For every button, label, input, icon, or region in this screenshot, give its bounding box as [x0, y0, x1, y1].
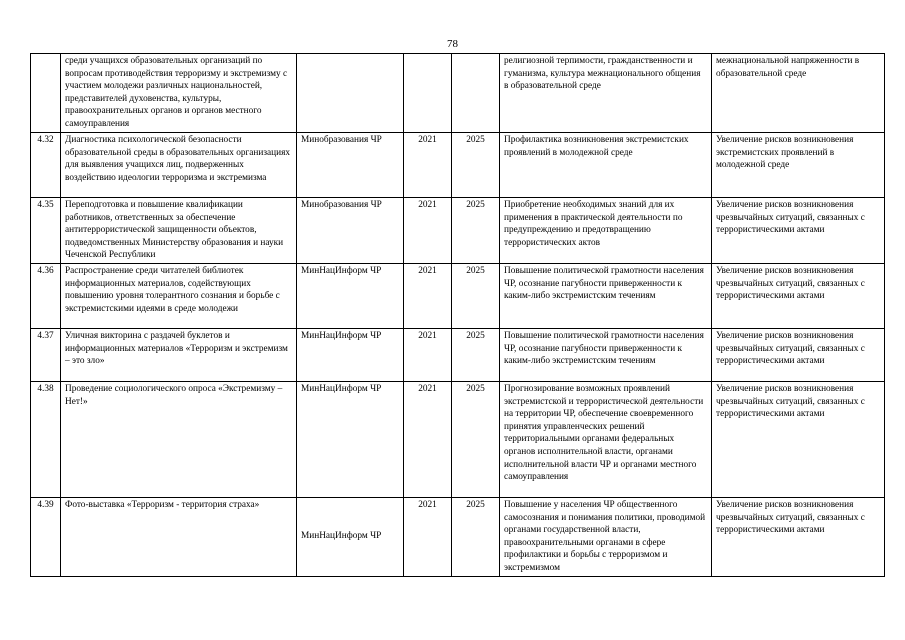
year-start-cell: 2021: [404, 263, 452, 328]
row-number: 4.38: [31, 381, 61, 497]
activity-cell: Уличная викторина с раздачей буклетов и информационных материалов «Терроризм и экстремизм – это зло»: [61, 328, 297, 381]
result-cell: Приобретение необходимых знаний для их применения в практической деятельности по предупреждению и предотвращению террористических актов: [500, 198, 712, 264]
year-end-cell: 2025: [452, 263, 500, 328]
risk-cell: межнациональной напряженности в образовательной среде: [712, 54, 885, 133]
risk-cell: Увеличение рисков возникновения чрезвычайных ситуаций, связанных с террористическими актами: [712, 263, 885, 328]
risk-cell: Увеличение рисков возникновения чрезвычайных ситуаций, связанных с террористическими актами: [712, 328, 885, 381]
executor-cell: МинНацИнформ ЧР: [297, 381, 404, 497]
row-number: 4.35: [31, 198, 61, 264]
result-cell: религиозной терпимости, гражданственности и гуманизма, культура межнационального общения в образовательной среде: [500, 54, 712, 133]
executor-cell: МинНацИнформ ЧР: [297, 328, 404, 381]
table-row: [31, 497, 885, 576]
year-start-cell: 2021: [404, 328, 452, 381]
executor-cell: Минобразования ЧР: [297, 133, 404, 198]
year-end-cell: 2025: [452, 328, 500, 381]
year-end-cell: 2025: [452, 133, 500, 198]
executor-cell: Минобразования ЧР: [297, 198, 404, 264]
table-row: [31, 198, 885, 264]
result-cell: Прогнозирование возможных проявлений экстремистской и террористической деятельности на территории ЧР, обеспечение своевременного принятия управленческих решений территориальными органами федеральных органов исполнительной власти, органами исполнительной власти ЧР и органами местного самоуправления: [500, 381, 712, 497]
year-end-cell: 2025: [452, 381, 500, 497]
risk-cell: Увеличение рисков возникновения чрезвычайных ситуаций, связанных с террористическими актами: [712, 497, 885, 576]
risk-cell: Увеличение рисков возникновения чрезвычайных ситуаций, связанных с террористическими актами: [712, 381, 885, 497]
activity-cell: среди учащихся образовательных организаций по вопросам противодействия терроризму и экстремизму с участием молодежи различных национальностей, представителей духовенства, культуры, правоохранительных органов и органов местного самоуправления: [61, 54, 297, 133]
activity-cell: Распространение среди читателей библиотек информационных материалов, содействующих повышению уровня толерантного сознания и борьбе с экстремистскими идеями в среде молодежи: [61, 263, 297, 328]
row-number: 4.36: [31, 263, 61, 328]
year-start-cell: 2021: [404, 497, 452, 576]
risk-cell: Увеличение рисков возникновения чрезвычайных ситуаций, связанных с террористическими актами: [712, 198, 885, 264]
activity-cell: Диагностика психологической безопасности образовательной среды в образовательных организациях для выявления учащихся лиц, подверженных воздействию идеологии терроризма и экстремизма: [61, 133, 297, 198]
table-row: [31, 133, 885, 198]
page-number: 78: [447, 38, 458, 50]
activity-cell: Переподготовка и повышение квалификации работников, ответственных за обеспечение антитеррористической защищенности объектов, подведомственных Министерству образования и науки Чеченской Республики: [61, 198, 297, 264]
executor-cell: МинНацИнформ ЧР: [297, 263, 404, 328]
activity-cell: Фото-выставка «Терроризм - территория страха»: [61, 497, 297, 576]
result-cell: Повышение у населения ЧР общественного самосознания и понимания политики, проводимой органами государственной власти, правоохранительными органами в сфере профилактики и борьбы с терроризмом и экстремизмом: [500, 497, 712, 576]
table-row: [31, 381, 885, 497]
risk-cell: Увеличение рисков возникновения экстремистских проявлений в молодежной среде: [712, 133, 885, 198]
year-start-cell: 2021: [404, 381, 452, 497]
executor-cell: [297, 54, 404, 133]
row-number: 4.32: [31, 133, 61, 198]
table-row: [31, 328, 885, 381]
result-cell: Профилактика возникновения экстремистских проявлений в молодежной среде: [500, 133, 712, 198]
table-row: [31, 54, 885, 133]
result-cell: Повышение политической грамотности населения ЧР, осознание пагубности приверженности к каким-либо экстремистским течениям: [500, 328, 712, 381]
row-number: [31, 54, 61, 133]
year-start-cell: [404, 54, 452, 133]
result-cell: Повышение политической грамотности населения ЧР, осознание пагубности приверженности к каким-либо экстремистским течениям: [500, 263, 712, 328]
row-number: 4.37: [31, 328, 61, 381]
year-end-cell: [452, 54, 500, 133]
measures-table: [30, 53, 885, 577]
activity-cell: Проведение социологического опроса «Экстремизму – Нет!»: [61, 381, 297, 497]
year-end-cell: 2025: [452, 198, 500, 264]
year-start-cell: 2021: [404, 198, 452, 264]
year-start-cell: 2021: [404, 133, 452, 198]
executor-cell: МинНацИнформ ЧР: [297, 497, 404, 576]
year-end-cell: 2025: [452, 497, 500, 576]
table-row: [31, 263, 885, 328]
row-number: 4.39: [31, 497, 61, 576]
